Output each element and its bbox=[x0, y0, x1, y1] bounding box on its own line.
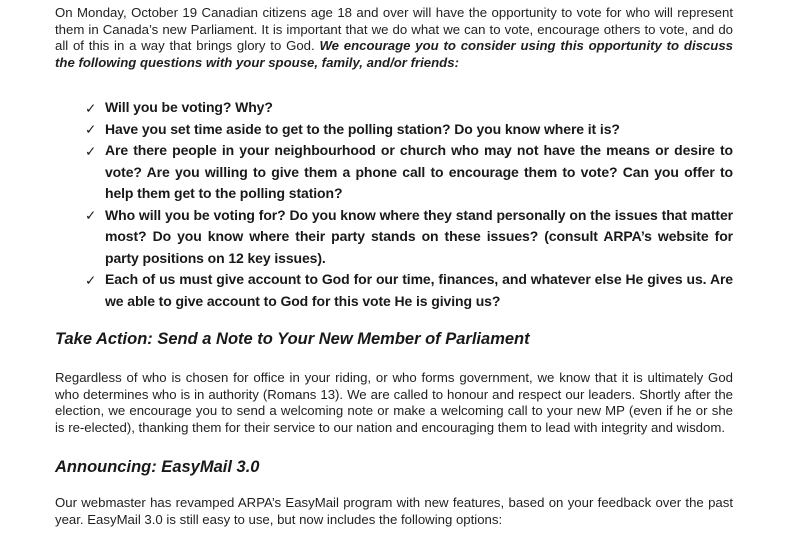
checklist-item-time-aside bbox=[55, 119, 733, 141]
checkmark-icon: ✓ bbox=[85, 122, 97, 137]
checklist-item-candidate-stance bbox=[55, 205, 733, 270]
easymail-paragraph: Our webmaster has revamped ARPA’s EasyMail program with new features, based on your feedback over the past year. EasyMail 3.0 is still easy to use, but now includes the following options: bbox=[55, 495, 733, 527]
checkmark-icon: ✓ bbox=[85, 272, 97, 288]
checkmark-icon: ✓ bbox=[85, 208, 97, 223]
checklist-item-text: Have you set time aside to get to the polling station? Do you know where it is? bbox=[105, 120, 620, 137]
checklist-item-help-others bbox=[55, 140, 733, 205]
intro-text: On Monday, October 19 Canadian citizens age 18 and over will have the opportunity to vote for who will represent them in Canada’s new Parliament. It is important that we do what we can to vote, encourage others to vote, and do all of this in a way that brings glory to God. bbox=[55, 5, 733, 53]
section-heading-take-action: Take Action: Send a Note to Your New Member of Parliament bbox=[55, 330, 530, 348]
take-action-paragraph: Regardless of who is chosen for office in your riding, or who forms government, we know that it is ultimately God who determines who is in authority (Romans 13). We are called to honour and respect our leaders. Shortly after the election, we encourage you to send a welcoming note or make a welcoming call to your new MP (even if he or she is re-elected), thanking them for their service to our nation and encouraging them to lead with integrity and wisdom. bbox=[55, 370, 733, 435]
intro-paragraph bbox=[55, 5, 733, 71]
checklist-item-text: Will you be voting? Why? bbox=[105, 99, 273, 115]
section-heading-easymail: Announcing: EasyMail 3.0 bbox=[55, 458, 260, 476]
discussion-checklist bbox=[55, 97, 733, 312]
intro-emphasis-text: We encourage you to consider using this opportunity to discuss the following questions with your spouse, family, and/or friends: bbox=[55, 38, 733, 70]
checklist-item-text: Are there people in your neighbourhood or church who may not have the means or desire to vote? Are you willing to give them a phone call to encourage them to vote? Can you offer to help them get to the polling station? bbox=[105, 142, 733, 201]
checklist-item-voting bbox=[55, 97, 733, 119]
checklist-item-give-account bbox=[55, 269, 733, 312]
checklist-item-text: Who will you be voting for? Do you know where they stand personally on the issues that matter most? Do you know where their party stands on these issues? (consult ARPA’s website for party positions on 12 key issues). bbox=[105, 206, 733, 266]
checkmark-icon: ✓ bbox=[85, 100, 97, 116]
checklist-item-text: Each of us must give account to God for our time, finances, and whatever else He gives us. Are we able to give account to God for this vote He is giving us? bbox=[105, 271, 733, 309]
checkmark-icon: ✓ bbox=[85, 143, 97, 159]
